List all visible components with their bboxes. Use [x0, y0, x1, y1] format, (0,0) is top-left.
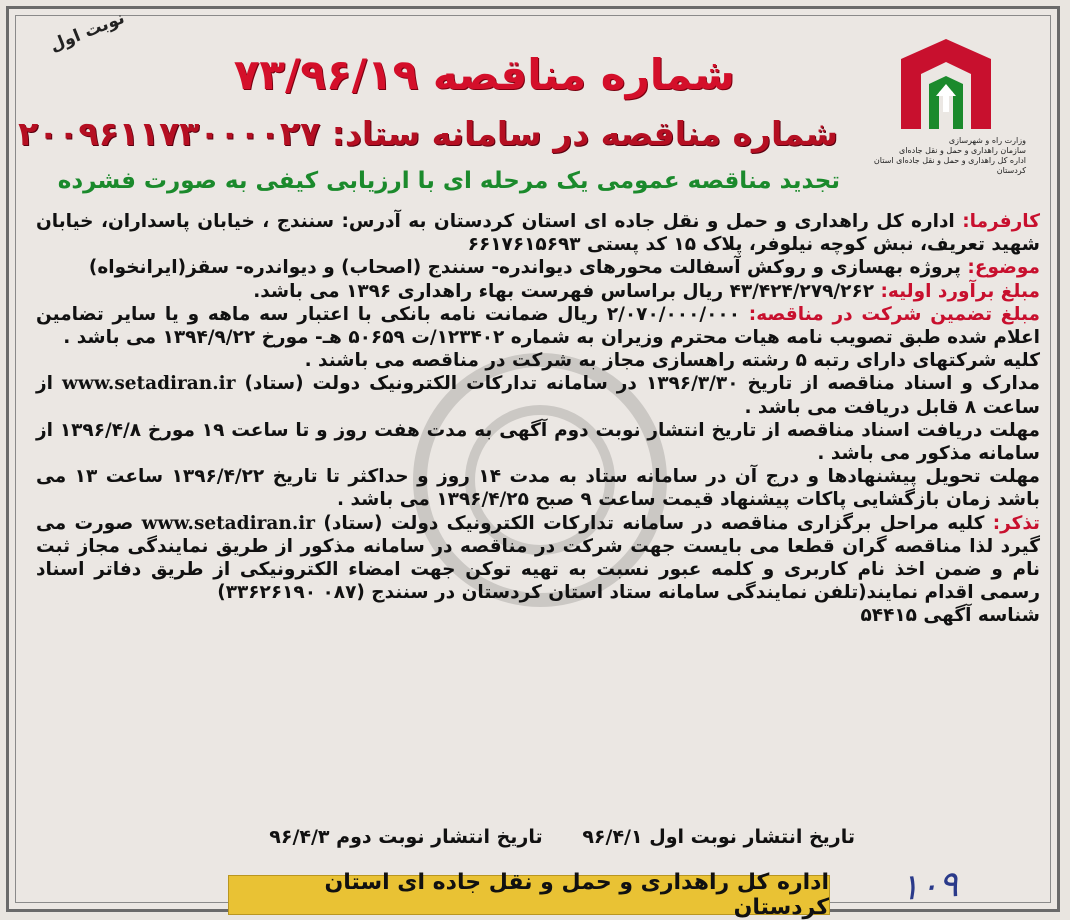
handwritten-number: ۱۰۹ — [898, 864, 960, 909]
tender-number-title: شماره مناقصه ۷۳/۹۶/۱۹ — [233, 50, 735, 99]
first-run-stamp: نوبت اول — [47, 8, 128, 56]
second-publication-date: تاریخ انتشار نوبت دوم ۹۶/۴/۳ — [269, 826, 543, 848]
note-text-continued: صورت می گیرد لذا مناقصه گران قطعا می بایست جهت شرکت در مناقصه در سامانه مذکور از طریق نمایندگی مجاز ثبت نام و ضمن اخذ نام کاربری و کلمه عبور نسبت به تهیه توکن جهت امضاء الکترونیکی از طریق دفاتر اسناد رسمی اقدام نمایند(تلفن نمایندگی سامانه ستاد استان کردستان در سنندج (۰۸۷ ۳۳۶۲۶۱۹۰) — [36, 512, 1040, 604]
footer-org-name: اداره کل راهداری و حمل و نقل جاده ای استان کردستان — [324, 870, 829, 920]
subject-label: موضوع: — [967, 257, 1040, 279]
employer-paragraph — [36, 210, 1040, 256]
documents-text: مدارک و اسناد مناقصه از تاریخ ۱۳۹۶/۳/۳۰ در سامانه تدارکات الکترونیک دولت (ستاد) — [244, 373, 1040, 395]
publication-dates — [269, 826, 855, 848]
employer-text: اداره کل راهداری و حمل و نقل جاده ای استان کردستان به آدرس: سنندج ، خیابان پاسداران، خیابان شهید تعریف، نبش کوچه نیلوفر، پلاک ۱۵ کد پستی ۶۶۱۷۶۱۵۶۹۳ — [36, 211, 1040, 256]
setad-number-title: شماره مناقصه در سامانه ستاد: ۲۰۰۹۶۱۱۷۳۰۰۰۰۲۷ — [18, 114, 838, 153]
note-label: تذکر: — [992, 512, 1040, 534]
estimate-label: مبلغ برآورد اولیه: — [880, 280, 1040, 302]
note-text: کلیه مراحل برگزاری مناقصه در سامانه تدارکات الکترونیک دولت (ستاد) — [315, 512, 993, 534]
logo-org-text — [846, 136, 1046, 176]
road-maintenance-logo-icon — [891, 34, 1001, 134]
ad-id: شناسه آگهی ۵۴۴۱۵ — [860, 605, 1040, 627]
organization-logo — [846, 34, 1046, 176]
setad-link[interactable]: www.setadiran.ir — [62, 373, 236, 395]
submission-paragraph: مهلت تحویل پیشنهادها و درج آن در سامانه ستاد به مدت ۱۴ روز و حداکثر تا تاریخ ۱۳۹۶/۴/۲۲ ساعت ۱۳ می باشد زمان بازگشایی پاکات پیشنهاد قیمت ساعت ۹ صبح ۱۳۹۶/۴/۲۵ می باشد . — [36, 466, 1040, 511]
footer-org-banner — [228, 870, 830, 920]
documents-paragraph — [36, 372, 1040, 418]
subject-text: پروژه بهسازی و روکش آسفالت محورهای دیواندره- سنندج (اصحاب) و دیواندره- سقز(ایرانخواه) — [88, 257, 968, 279]
ad-body — [36, 210, 1040, 628]
logo-org-line: سازمان راهداری و حمل و نقل جاده‌ای — [898, 146, 1026, 155]
guarantee-paragraph — [36, 303, 1040, 349]
logo-org-line: اداره کل راهداری و حمل و نقل جاده‌ای استان کردستان — [873, 156, 1026, 175]
estimate-text: ۴۳/۴۲۴/۲۷۹/۲۶۲ ریال براساس فهرست بهاء راهداری ۱۳۹۶ می باشد. — [253, 280, 881, 302]
employer-label: کارفرما: — [962, 211, 1040, 232]
estimate-paragraph — [36, 280, 1040, 303]
logo-org-line: وزارت راه و شهرسازی — [948, 136, 1026, 145]
first-publication-date: تاریخ انتشار نوبت اول ۹۶/۴/۱ — [582, 826, 855, 848]
guarantee-text: ۲/۰۷۰/۰۰۰/۰۰۰ ریال ضمانت نامه بانکی با اعتبار سه ماهه و یا سایر تضامین اعلام شده طبق تصویب نامه هیات محترم وزیران به شماره ۱۲۳۴۰۲/ت ۵۰۶۵۹ هـ- مورخ ۱۳۹۴/۹/۲۲ می باشد . — [36, 303, 1040, 349]
companies-paragraph: کلیه شرکتهای دارای رتبه ۵ رشته راهسازی مجاز به شرکت در مناقصه می باشند . — [304, 350, 1040, 372]
guarantee-label: مبلغ تضمین شرکت در مناقصه: — [748, 303, 1040, 325]
tender-subtitle: تجدید مناقصه عمومی یک مرحله ای با ارزیابی کیفی به صورت فشرده — [57, 168, 840, 194]
setad-link[interactable]: www.setadiran.ir — [141, 512, 316, 534]
subject-paragraph — [36, 256, 1040, 279]
documents-text-end: از ساعت ۸ قابل دریافت می باشد . — [36, 373, 1040, 418]
note-paragraph — [36, 512, 1040, 605]
deadline-paragraph: مهلت دریافت اسناد مناقصه از تاریخ انتشار نوبت دوم آگهی به مدت هفت روز و تا ساعت ۱۹ مورخ ۱۳۹۶/۴/۸ از سامانه مذکور می باشد . — [36, 419, 1040, 465]
